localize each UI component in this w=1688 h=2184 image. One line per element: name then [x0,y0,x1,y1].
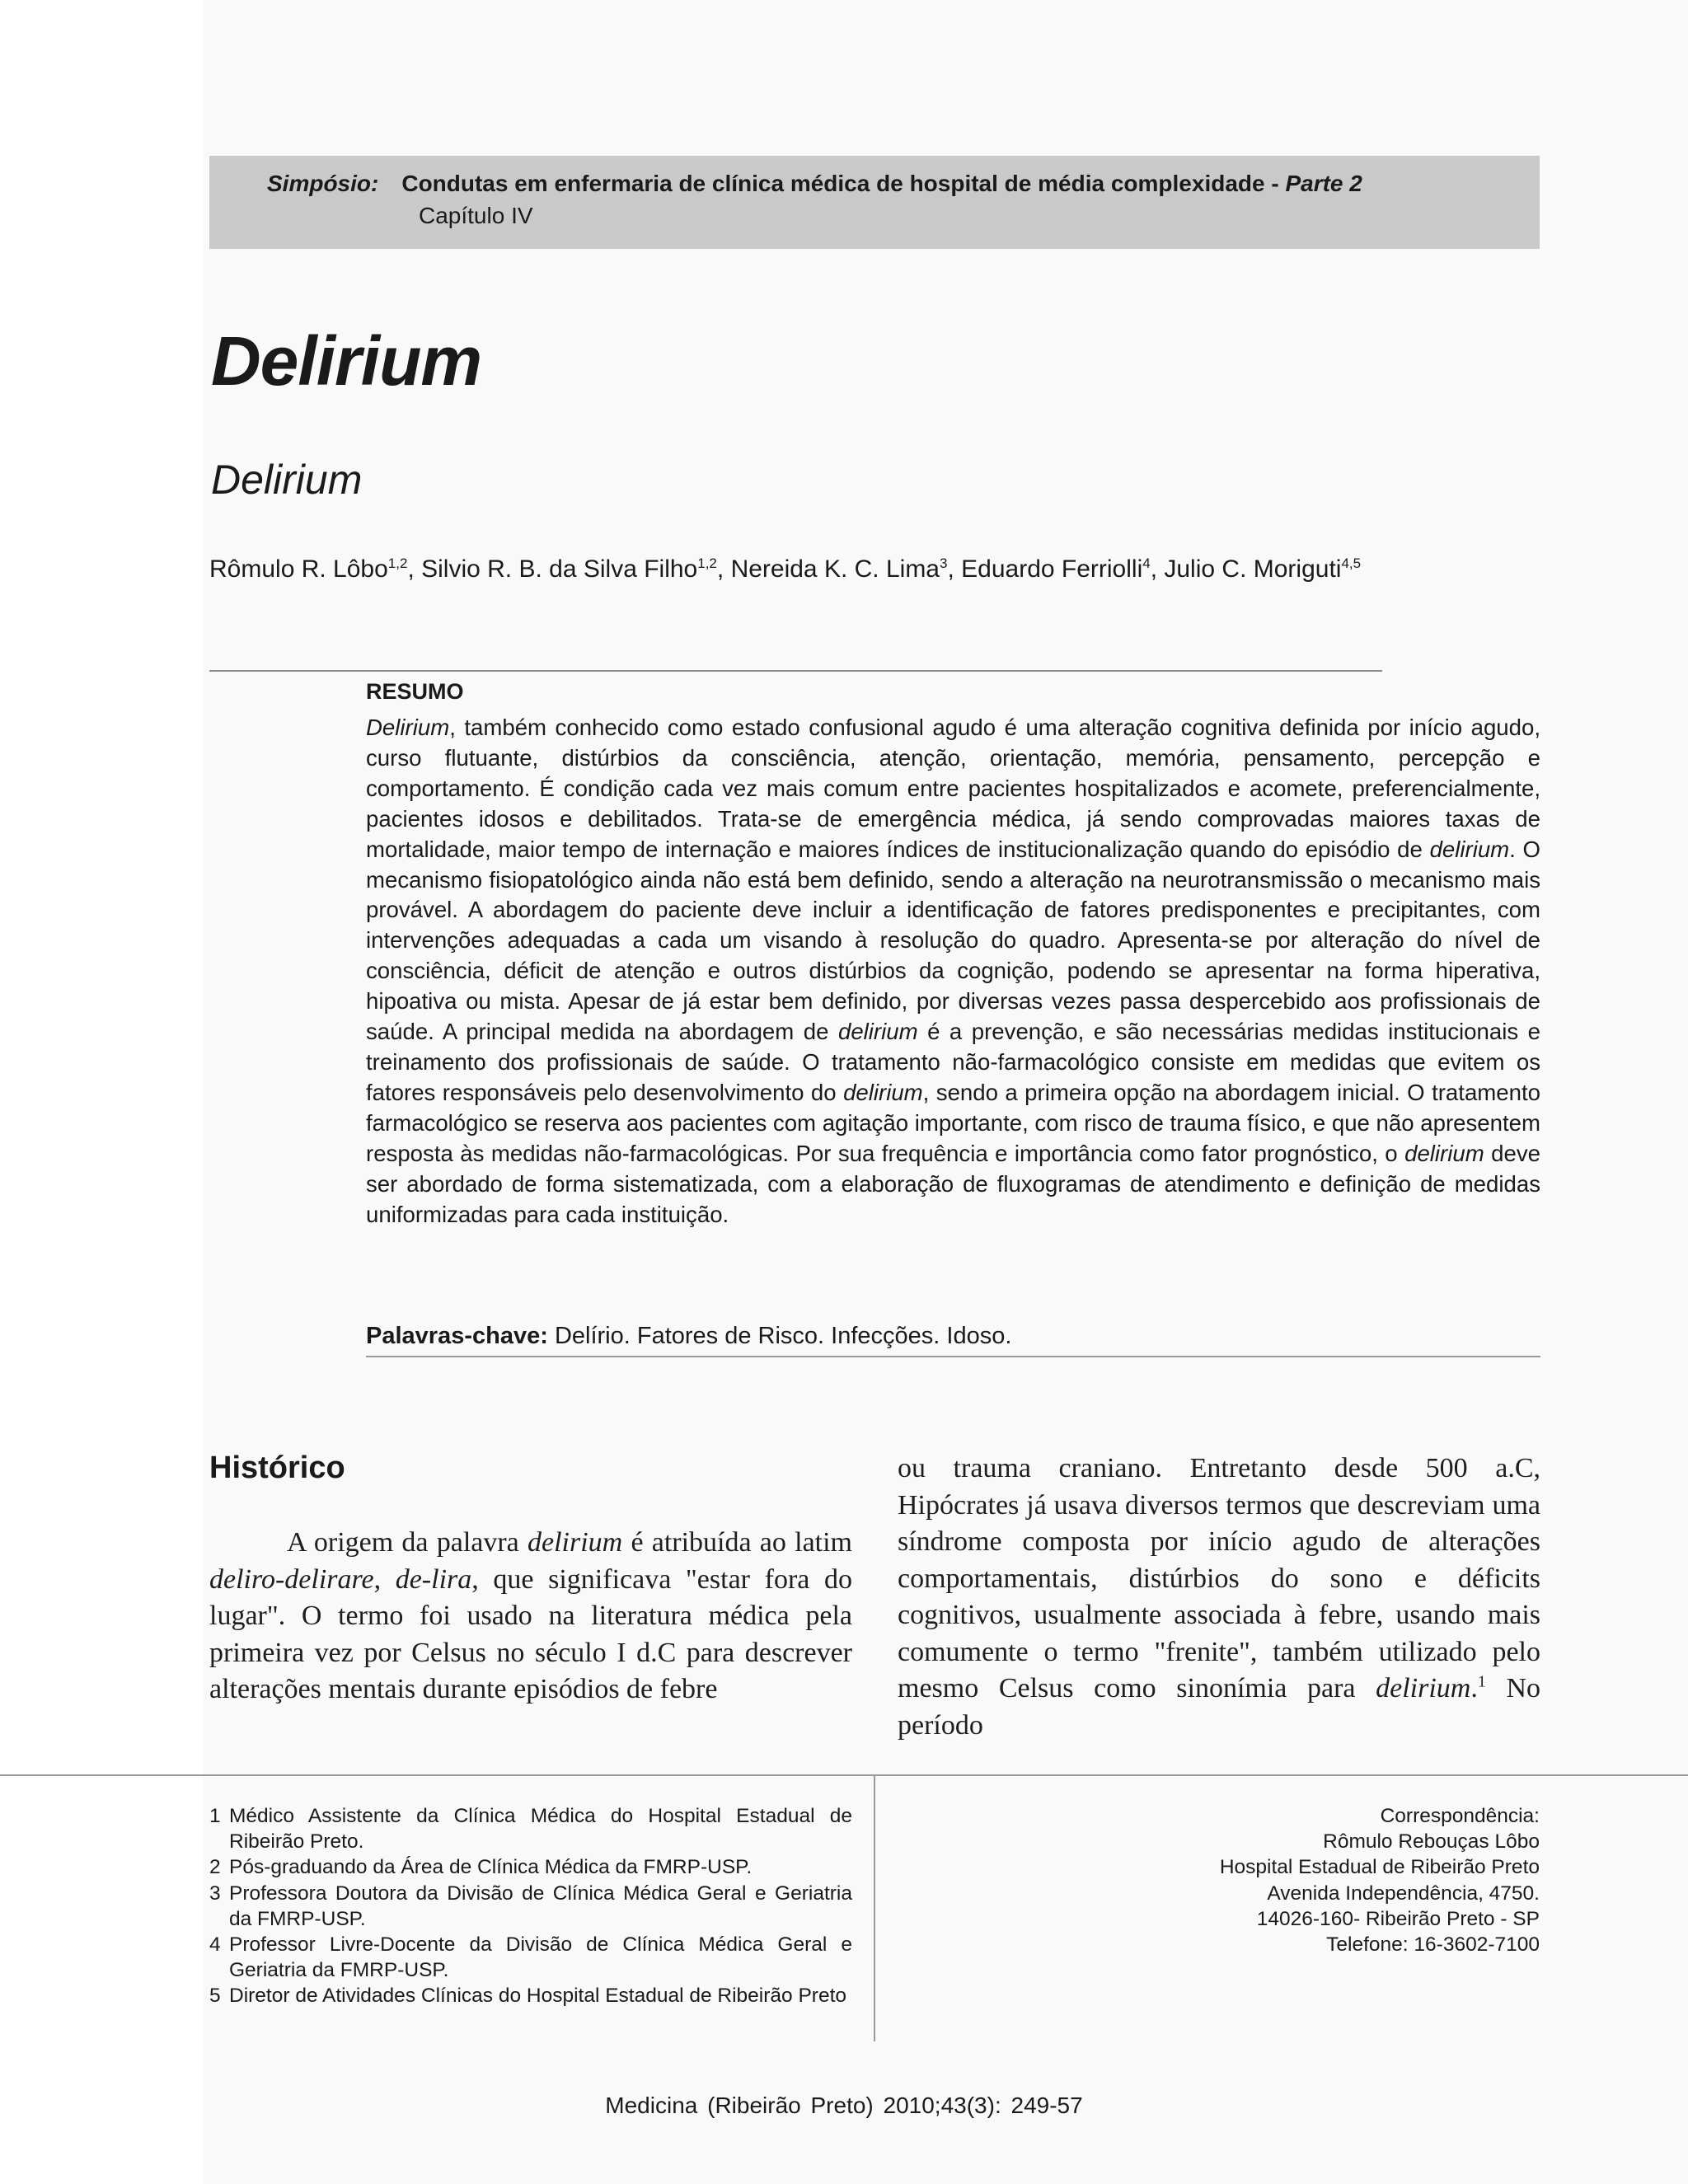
footnote-item: 2 Pós-graduando da Área de Clínica Médica da FMRP-USP. [209,1856,753,1879]
author-affiliation: 4,5 [1341,555,1362,571]
keywords-label: Palavras-chave: [366,1323,548,1349]
body-paragraph: A origem da palavra delirium é atribuída ao latim deliro-delirare, de-lira, que significava "estar fora do lugar". O termo foi usado na literatura médica pela primeira vez por Celsus no século I d.C para descrever alterações mentais durante episódios de febre [209,1527,852,1704]
abstract-block [366,679,1540,1230]
correspondence-line: Avenida Independência, 4750. [1267,1882,1540,1905]
author-name: Nereida K. C. Lima [730,555,940,583]
affiliation-footnotes [209,1803,852,2009]
author-name: Eduardo Ferriolli [961,555,1143,583]
footnote-item: 1 Médico Assistente da Clínica Médica do Hospital Estadual de Ribeirão Preto. [209,1805,852,1854]
author-affiliation: 1,2 [387,555,408,571]
symposium-part: Parte 2 [1285,171,1362,196]
footer-rule [0,1774,1688,1776]
body-column-right [898,1451,1540,1744]
citation-ref: 1 [1477,1672,1486,1691]
symposium-header [267,171,1362,197]
journal-citation: Medicina (Ribeirão Preto) 2010;43(3): 249-57 [605,2093,1083,2118]
abstract-text: Delirium, também conhecido como estado confusional agudo é uma alteração cognitiva definida por início agudo, curso flutuante, distúrbios da consciência, atenção, orientação, memória, pensamento, percepção e comportamento. É condição cada vez mais comum entre pacientes hospitalizados e acomete, preferencialmente, pacientes idosos e debilitados. Trata-se de emergência médica, já sendo comprovadas maiores taxas de mortalidade, maior tempo de internação e maiores índices de institucionalização quando do episódio de delirium. O mecanismo fisiopatológico ainda não está bem definido, sendo a alteração na neurotransmissão o mecanismo mais provável. A abordagem do paciente deve incluir a identificação de fatores predisponentes e precipitantes, com intervenções adequadas a cada um visando à resolução do quadro. Apresenta-se por alteração do nível de consciência, déficit de atenção e outros distúrbios da cognição, podendo se apresentar na forma hiperativa, hipoativa ou mista. Apesar de já estar bem definido, por diversas vezes passa despercebido aos profissionais de saúde. A principal medida na abordagem de delirium é a prevenção, e são necessárias medidas institucionais e treinamento dos profissionais de saúde. O tratamento não-farmacológico consiste em medidas que evitem os fatores responsáveis pelo desenvolvimento do delirium, sendo a primeira opção na abordagem inicial. O tratamento farmacológico se reserva aos pacientes com agitação importante, com risco de trauma físico, e que não apresentem resposta às medidas não-farmacológicas. Por sua frequência e importância como fator prognóstico, o delirium deve ser abordado de forma sistematizada, com a elaboração de fluxogramas de atendimento e definição de medidas uniformizadas para cada instituição. [366,715,1540,1227]
footnote-item: 5 Diretor de Atividades Clínicas do Hospital Estadual de Ribeirão Preto [209,1985,847,2008]
abstract-top-rule [209,670,1382,672]
footnote-item: 3 Professora Doutora da Divisão de Clínica Médica Geral e Geriatria da FMRP-USP. [209,1882,852,1930]
chapter-label: Capítulo IV [419,203,533,228]
article-subtitle: Delirium [211,457,363,503]
abstract-heading: RESUMO [366,679,464,704]
author-name: Rômulo R. Lôbo [209,555,388,583]
footnote-item: 4 Professor Livre-Docente da Divisão de Clínica Médica Geral e Geriatria da FMRP-USP. [209,1933,852,1982]
correspondence-line: 14026-160- Ribeirão Preto - SP [1256,1907,1540,1930]
article-title: Delirium [211,322,482,400]
keywords-rule [366,1356,1540,1357]
keywords-value: Delírio. Fatores de Risco. Infecções. Idoso. [554,1323,1012,1349]
footer-divider [874,1776,875,2041]
correspondence-line: Rômulo Rebouças Lôbo [1323,1830,1540,1854]
keywords [366,1323,1011,1350]
author-affiliation: 3 [940,555,948,571]
author-list: Rômulo R. Lôbo$^{1,2}$, Silvio R. B. da Silva Filho$^{1,2}$, Nereida K. C. Lima$^3$, Eduardo Ferriolli$^4$, Julio C. Moriguti$^{4,5}$ [209,555,1362,583]
correspondence-line: Telefone: 16-3602-7100 [1326,1933,1540,1957]
symposium-header-band [209,156,1540,249]
author-name: Silvio R. B. da Silva Filho [421,555,698,583]
symposium-title: Condutas em enfermaria de clínica médica de hospital de média complexidade - [401,171,1286,196]
section-heading: Histórico [209,1451,345,1485]
body-column-left [209,1525,852,1708]
body-paragraph: ou trauma craniano. Entretanto desde 500 a.C, Hipócrates já usava diversos termos que descreviam uma síndrome composta por início agudo de alterações comportamentais, distúrbios do sono e déficits cognitivos, usualmente associada à febre, usando mais comumente o termo "frenite", também utilizado pelo mesmo Celsus como sinonímia para delirium.$^1$ No período [898,1453,1540,1741]
correspondence-block [1071,1803,1540,1957]
correspondence-label: Correspondência: [1380,1805,1540,1827]
symposium-label: Simpósio: [267,171,379,196]
author-affiliation: 1,2 [697,555,717,571]
author-affiliation: 4 [1142,555,1151,571]
author-name: Julio C. Moriguti [1164,555,1342,583]
correspondence-line: Hospital Estadual de Ribeirão Preto [1219,1856,1540,1879]
